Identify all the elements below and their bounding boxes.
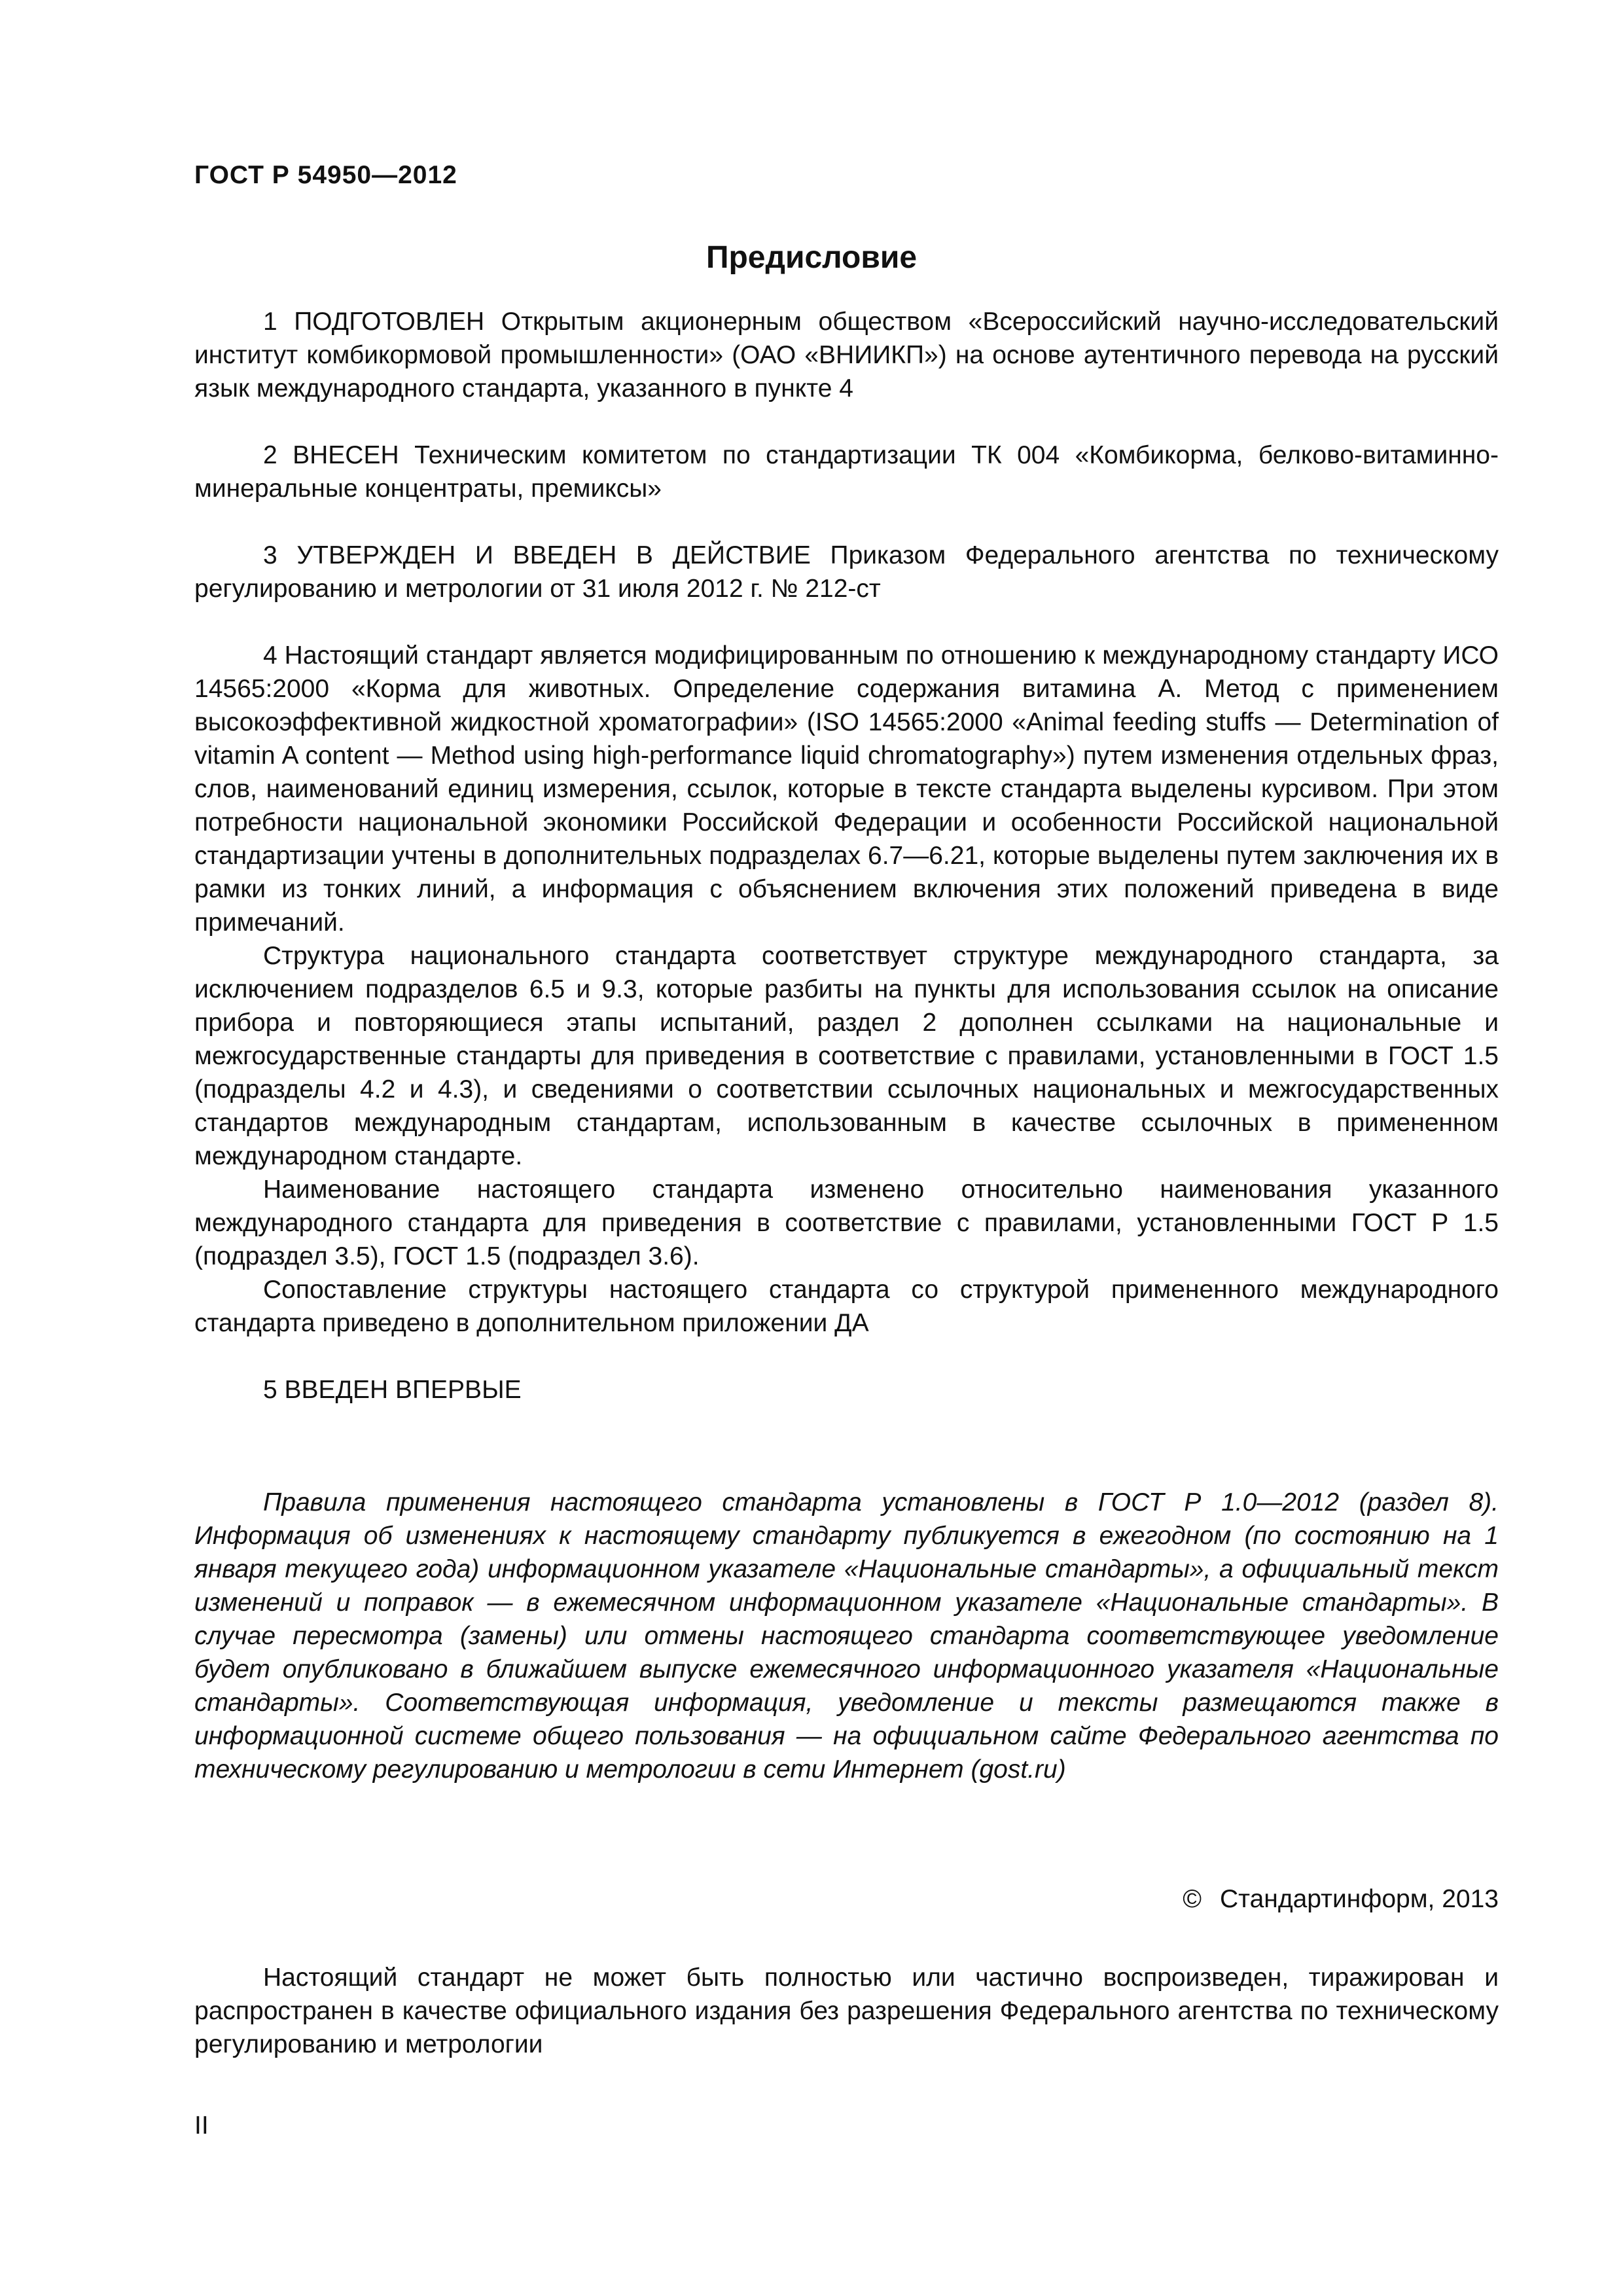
copyright-symbol: © — [1183, 1885, 1202, 1913]
foreword-body — [194, 305, 1499, 1407]
rules-notice — [194, 1486, 1499, 1786]
section-4-structure-paragraph: Структура национального стандарта соответствует структуре международного стандарта, за исключением подразделов 6.5 и 9.3, которые разбиты на пункты для использования ссылок на описание прибора и повторяющиеся этапы испытаний, раздел 2 дополнен ссылками на национальные и межгосударственные стандарты для приведения в соответствие с правилами, установленными в ГОСТ 1.5 (подразделы 4.2 и 4.3), и сведениями о соответствии ссылочных национальных и межгосударственных стандартов международным стандартам, использованным в качестве ссылочных в примененном международном стандарте. — [194, 942, 1499, 1170]
section-3-paragraph: 3 УТВЕРЖДЕН И ВВЕДЕН В ДЕЙСТВИЕ Приказом Федерального агентства по техническому регулированию и метрологии от 31 июля 2012 г. № 212-ст — [194, 541, 1499, 603]
reproduction-notice-text: Настоящий стандарт не может быть полностью или частично воспроизведен, тиражирован и распространен в качестве официального издания без разрешения Федерального агентства по техническому регулированию и метрологии — [194, 1964, 1499, 2058]
copyright-text: Стандартинформ, 2013 — [1220, 1885, 1499, 1913]
page-title: Предисловие — [705, 240, 918, 275]
copyright — [1183, 1885, 1499, 1914]
reproduction-notice — [194, 1961, 1499, 2061]
section-4-comparison-paragraph: Сопоставление структуры настоящего стандарта со структурой примененного международного стандарта приведено в дополнительном приложении ДА — [194, 1276, 1499, 1337]
section-2-paragraph: 2 ВНЕСЕН Техническим комитетом по стандартизации ТК 004 «Комбикорма, белково-витаминно-минеральные концентраты, премиксы» — [194, 441, 1499, 503]
standard-code: ГОСТ Р 54950—2012 — [194, 161, 457, 189]
section-4-name-paragraph: Наименование настоящего стандарта изменено относительно наименования указанного международного стандарта для приведения в соответствие с правилами, установленными ГОСТ Р 1.5 (подраздел 3.5), ГОСТ 1.5 (подраздел 3.6). — [194, 1175, 1499, 1270]
page-number: II — [194, 2111, 209, 2140]
rules-notice-text: Правила применения настоящего стандарта установлены в ГОСТ Р 1.0—2012 (раздел 8). Информация об изменениях к настоящему стандарту публикуется в ежегодном (по состоянию на 1 января текущего года) информационном указателе «Национальные стандарты», а официальный текст изменений и поправок — в ежемесячном информационном указателе «Национальные стандарты». В случае пересмотра (замены) или отмены настоящего стандарта соответствующее уведомление будет опубликовано в ближайшем выпуске ежемесячного информационного указателя «Национальные стандарты». Соответствующая информация, уведомление и тексты размещаются также в информационной системе общего пользования — на официальном сайте Федерального агентства по техническому регулированию и метрологии в сети Интернет (gost.ru) — [194, 1488, 1499, 1784]
section-4-paragraph: 4 Настоящий стандарт является модифицированным по отношению к международному стандарту ИСО 14565:2000 «Корма для животных. Определение содержания витамина А. Метод с применением высокоэффективной жидкостной хроматографии» (ISO 14565:2000 «Animal feeding stuffs — Determination of vitamin A content — Method using high-performance liquid chromatography») путем изменения отдельных фраз, слов, наименований единиц измерения, ссылок, которые в тексте стандарта выделены курсивом. При этом потребности национальной экономики Российской Федерации и особенности Российской национальной стандартизации учтены в дополнительных подразделах 6.7—6.21, которые выделены путем заключения их в рамки из тонких линий, а информация с объяснением включения этих положений приведена в виде примечаний. — [194, 641, 1499, 937]
section-1-paragraph: 1 ПОДГОТОВЛЕН Открытым акционерным обществом «Всероссийский научно-исследовательский институт комбикормовой промышленности» (ОАО «ВНИИКП») на основе аутентичного перевода на русский язык международного стандарта, указанного в пункте 4 — [194, 308, 1499, 403]
section-5-paragraph: 5 ВВЕДЕН ВПЕРВЫЕ — [263, 1376, 522, 1404]
